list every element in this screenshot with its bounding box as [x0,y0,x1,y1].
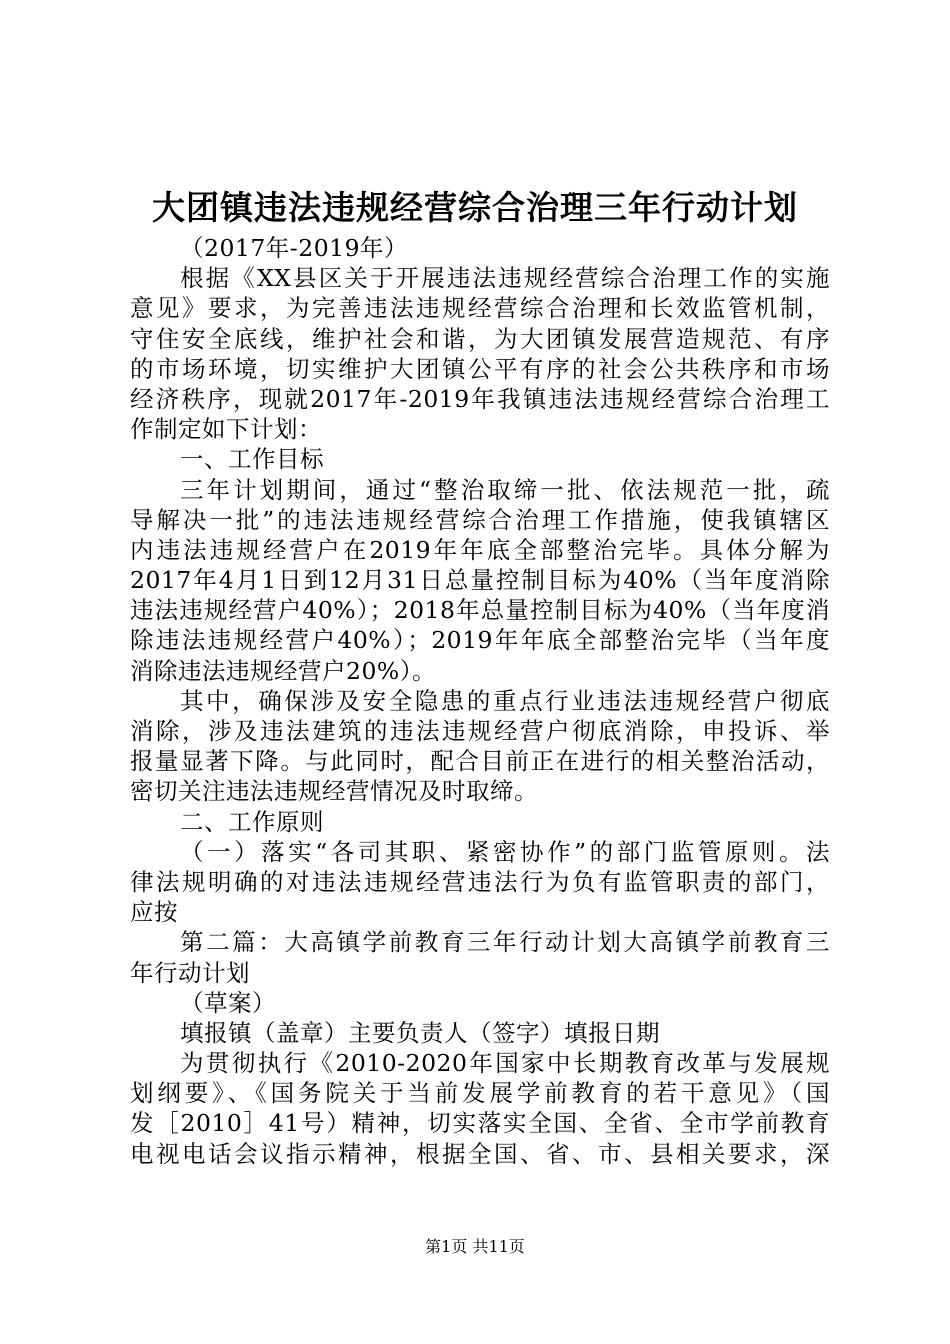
body-line: （草案） [180,988,276,1017]
body-line: 2017年4月1日到12月31日总量控制目标为40%（当年度消除 [130,566,830,595]
document-body [130,233,830,1169]
body-line: 导解决一批”的违法违规经营综合治理工作措施，使我镇辖区 [130,505,830,534]
body-line: 律法规明确的对违法违规经营违法行为负有监管职责的部门， [130,867,830,896]
body-line: 三年计划期间，通过“整治取缔一批、依法规范一批，疏 [180,475,830,504]
body-line: 二、工作原则 [180,807,324,836]
body-line: 内违法违规经营户在2019年年底全部整治完毕。具体分解为 [130,535,830,564]
body-line: 根据《XX县区关于开展违法违规经营综合治理工作的实施 [180,264,830,293]
body-line: 报量显著下降。与此同时，配合目前正在进行的相关整治活动， [130,747,830,776]
page-title: 大团镇违法违规经营综合治理三年行动计划 [152,188,798,227]
body-line: 为贯彻执行《2010-2020年国家中长期教育改革与发展规 [180,1049,830,1078]
body-line: 的市场环境，切实维护大团镇公平有序的社会公共秩序和市场 [130,354,830,383]
body-line: 意见》要求，为完善违法违规经营综合治理和长效监管机制， [130,294,830,323]
body-line: 电视电话会议指示精神，根据全国、省、市、县相关要求，深 [130,1139,830,1168]
body-line: 其中，确保涉及安全隐患的重点行业违法违规经营户彻底 [180,686,830,715]
body-line: 守住安全底线，维护社会和谐，为大团镇发展营造规范、有序 [130,324,830,353]
body-line: 密切关注违法违规经营情况及时取缔。 [130,777,538,806]
body-line: 第二篇：大高镇学前教育三年行动计划大高镇学前教育三 [180,928,830,957]
body-line: 经济秩序，现就2017年-2019年我镇违法违规经营综合治理工 [130,384,830,413]
body-line: （2017年-2019年） [180,234,409,262]
body-line: 消除违法违规经营户20%）。 [130,656,436,685]
body-line: 消除，涉及违法建筑的违法违规经营户彻底消除，申投诉、举 [130,717,830,745]
body-line: 年行动计划 [130,958,250,987]
body-line: 除违法违规经营户40%）；2019年年底全部整治完毕（当年度 [130,626,830,655]
body-line: 发［2010］41号）精神，切实落实全国、全省、全市学前教育 [130,1109,830,1138]
body-line: 违法违规经营户40%）；2018年总量控制目标为40%（当年度消 [130,596,830,625]
body-line: 填报镇（盖章）主要负责人（签字）填报日期 [180,1018,660,1047]
body-line: 作制定如下计划： [130,415,322,444]
body-line: 划纲要》、《国务院关于当前发展学前教育的若干意见》（国 [130,1079,830,1108]
body-line: 应按 [130,898,178,927]
body-line: 一、工作目标 [180,445,324,474]
body-line: （一）落实“各司其职、紧密协作”的部门监管原则。法 [180,837,830,866]
page-number: 第1页 共11页 [425,1237,525,1256]
